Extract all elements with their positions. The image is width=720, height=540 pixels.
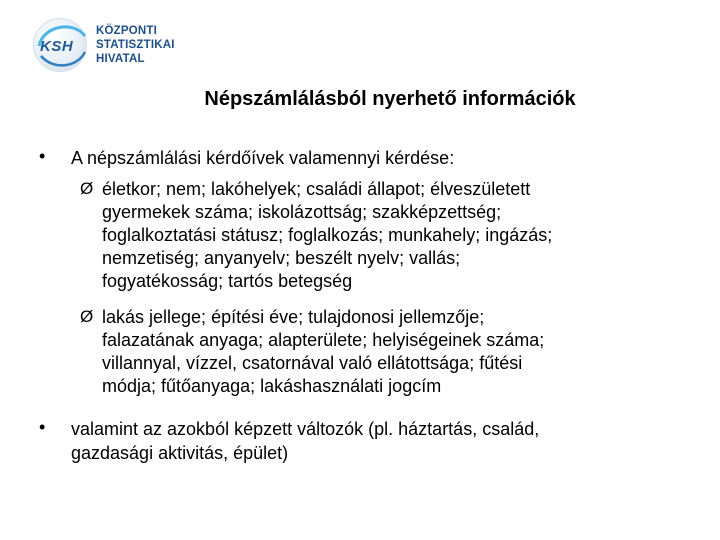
logo-name-line3: HIVATAL xyxy=(96,53,145,65)
bullet-line: valamint az azokból képzett változók (pl. háztartás, család, xyxy=(71,419,540,439)
logo-name xyxy=(96,24,175,66)
subbullet-line: foglalkoztatási státusz; foglalkozás; munkahely; ingázás; xyxy=(102,225,553,245)
subbullet-line: nemzetiség; anyanyelv; beszélt nyelv; vallás; xyxy=(102,248,461,268)
subbullet-line: lakás jellege; építési éve; tulajdonosi jellemzője; xyxy=(102,307,485,327)
ksh-logo xyxy=(33,16,183,72)
bullet-line: gazdasági aktivitás, épület) xyxy=(71,443,289,463)
logo-name-line2: STATISZTIKAI xyxy=(96,39,175,51)
subbullet-line: fogyatékosság; tartós betegség xyxy=(102,271,353,291)
subbullet-line: életkor; nem; lakóhelyek; családi állapot; élveszületett xyxy=(102,179,531,199)
subbullet-line: módja; fűtőanyaga; lakáshasználati jogcím xyxy=(102,376,442,396)
bullet-text: A népszámlálási kérdőívek valamennyi kérdése: xyxy=(71,148,455,168)
subbullet-line: gyermekek száma; iskolázottság; szakképzettség; xyxy=(102,202,502,222)
subbullet-dwelling-attributes xyxy=(102,306,672,398)
subbullet-arrow-icon: Ø xyxy=(80,307,94,326)
logo-abbr: KSH xyxy=(40,38,74,55)
bullet-marker: • xyxy=(39,146,46,166)
logo-name-line1: KÖZPONTI xyxy=(96,25,158,37)
subbullet-line: villannyal, vízzel, csatornával való ellátottsága; fűtési xyxy=(102,353,523,373)
bullet-text-derived-variables xyxy=(71,417,671,465)
bullet-marker: • xyxy=(39,417,46,437)
subbullet-line: falazatának anyaga; alapterülete; helyiségeinek száma; xyxy=(102,330,545,350)
subbullet-arrow-icon: Ø xyxy=(80,179,94,198)
subbullet-person-attributes xyxy=(102,178,672,293)
page-title: Népszámlálásból nyerhető információk xyxy=(204,88,576,110)
